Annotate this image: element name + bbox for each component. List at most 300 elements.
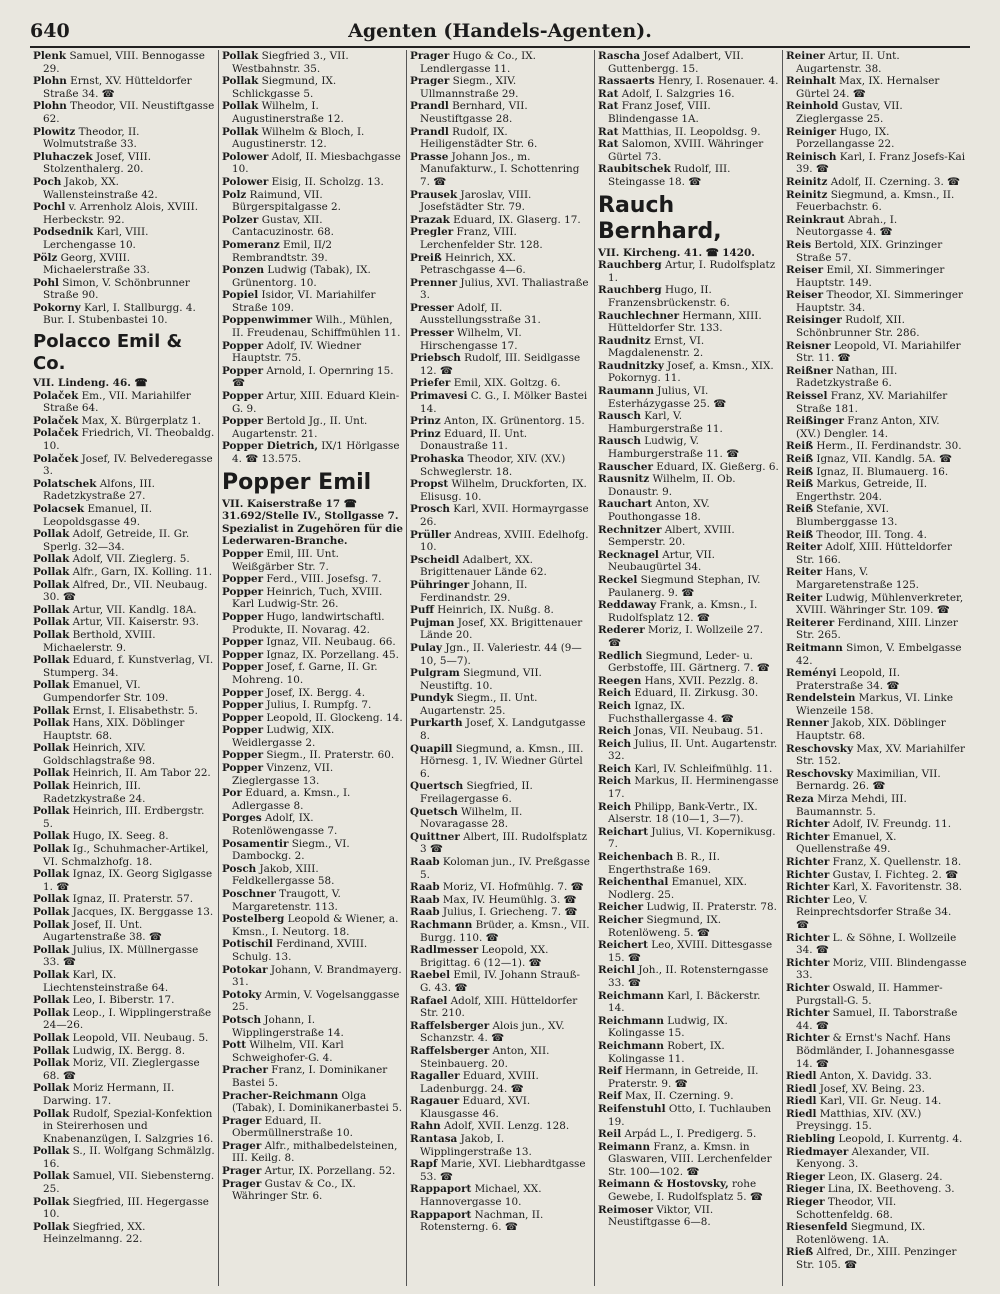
entry-details: IX/1 Hörlgasse 4. ☎ 13.575. [232, 440, 400, 465]
entry-details: Moriz, VI. Hofmühlg. 7. ☎ [439, 881, 584, 894]
entry-name: Polz [222, 188, 247, 201]
directory-entry [222, 636, 403, 649]
entry-details: Brüder, a. Kmsn., VII. Burgg. 110. ☎ [420, 918, 590, 944]
directory-entry [410, 478, 591, 503]
entry-details: Johann Jos., m. Manufakturw., I. Schottenring 7. ☎ [420, 150, 580, 188]
entry-details: Jakob, XIX. Döblinger Hauptstr. 68. [796, 717, 946, 743]
entry-name: Riedl [786, 1082, 817, 1095]
entry-name: Pollak [33, 1220, 70, 1233]
column-2 [218, 50, 406, 1286]
entry-name: Pollak [33, 1145, 70, 1158]
entry-name: Reich [598, 725, 632, 738]
entry-name: Pochl [33, 201, 66, 214]
entry-name: Raab [410, 856, 440, 868]
directory-entry [410, 1095, 591, 1120]
entry-details: Alfr., mithalbedelsteinen, III. Keilg. 8. [232, 1139, 398, 1165]
entry-name: Ragaller [410, 1070, 460, 1083]
directory-entry [598, 574, 779, 599]
directory-entry [598, 687, 779, 700]
entry-details: Raimund, VII. Bürgerspitalgasse 2. [232, 188, 341, 214]
directory-entry [786, 768, 967, 793]
directory-entry [33, 277, 215, 302]
entry-details: Friedrich, VI. Theobaldg. 10. [43, 427, 215, 453]
directory-entry [786, 415, 967, 440]
entry-name: Pollak [33, 868, 70, 881]
entry-details: Siegm., II. Praterstr. 60. [263, 749, 395, 762]
directory-entry [33, 503, 215, 528]
entry-details: Karl, VIII. Lerchengasse 10. [43, 226, 149, 251]
directory-entry [410, 642, 591, 667]
entry-details: Leop., I. Wipplingerstraße 24—26. [43, 1006, 212, 1032]
directory-entry [33, 453, 215, 478]
directory-entry [33, 1145, 215, 1170]
directory-entry [786, 566, 967, 591]
entry-details: Julius, IX. Müllnergasse 33. ☎ [43, 943, 199, 969]
entry-name: Raab [410, 881, 440, 894]
entry-name: Pölz [33, 251, 58, 264]
entry-name: Rat [598, 125, 619, 138]
entry-name: Reiß [786, 440, 814, 453]
entry-details: Wilhelm, VII. Karl Schweighofer-G. 4. [232, 1039, 344, 1064]
entry-details: Philipp, Bank-Vertr., IX. Alserstr. 18 (10—1, 3—7). [608, 800, 758, 826]
directory-entry [786, 1032, 967, 1070]
entry-name: Raffelsberger [410, 1044, 490, 1057]
entry-details: Siegmund Stephan, IV. Paulanerg. 9. ☎ [608, 573, 761, 599]
directory-entry [410, 667, 591, 692]
directory-entry [33, 1221, 215, 1246]
entry-details: Nachman, II. Rotensterng. 6. ☎ [420, 1208, 544, 1234]
entry-name: Popper [222, 390, 264, 403]
entry-name: Posamentir [222, 837, 289, 850]
entry-details: Anton, XV. Pouthongasse 18. [608, 498, 710, 523]
entry-details: Josef, X. Landgutgasse 8. [420, 717, 586, 743]
entry-name: Rendelstein [786, 692, 856, 705]
directory-entry [786, 894, 967, 932]
directory-entry [33, 100, 215, 125]
directory-entry [33, 805, 215, 830]
directory-entry [598, 599, 779, 624]
entry-details: Herm., II. Ferdinandstr. 30. [813, 440, 962, 453]
entry-name: Reisner [786, 339, 831, 352]
directory-entry [598, 138, 779, 163]
entry-name: Radlmesser [410, 944, 479, 957]
directory-entry [786, 176, 967, 189]
entry-name: Pomeranz [222, 238, 280, 251]
entry-details: Theodor, VII. Schottenfeldg. 68. [796, 1196, 897, 1221]
entry-name: Rausnitz [598, 473, 650, 486]
entry-details: Emil, IV. Johann Strauß-G. 43. ☎ [420, 969, 581, 994]
entry-name: Potoky [222, 988, 262, 1001]
entry-details: Abrah., I. Neutorgasse 4. ☎ [796, 213, 898, 239]
entry-details: Hermann, XIII. Hütteldorfer Str. 133. [608, 309, 762, 335]
directory-entry [410, 75, 591, 100]
entry-name: Priebsch [410, 352, 461, 365]
entry-details: Bernhard, VII. Neustiftgasse 28. [420, 100, 528, 125]
directory-entry [786, 126, 967, 151]
directory-entry [410, 226, 591, 251]
entry-name: Polaček [33, 389, 79, 402]
entry-details: Ludwig, IX. Kolingasse 15. [608, 1014, 728, 1040]
entry-details: Gustav, XII. Cantacuzinostr. 68. [232, 213, 334, 239]
directory-entry [222, 1140, 403, 1165]
entry-name: Reichmann [598, 989, 664, 1002]
entry-name: Reich [598, 775, 632, 788]
directory-entry [33, 742, 215, 767]
directory-entry [410, 919, 591, 944]
entry-details: Adolf, XIII. Hütteldorfer Str. 166. [796, 541, 952, 566]
entry-details: Julius, XVI. Thaliastraße 3. [420, 276, 589, 302]
entry-name: Reiser [786, 289, 824, 302]
directory-entry [598, 498, 779, 523]
directory-entry [598, 1141, 779, 1179]
directory-entry [33, 679, 215, 704]
entry-details: S., II. Wolfgang Schmälzlg. 16. [43, 1145, 215, 1170]
entry-details: Ludwig, IX. Bergg. 8. [69, 1044, 185, 1057]
directory-entry [33, 1057, 215, 1082]
entry-name: Pollak [33, 780, 70, 793]
entry-name: Plohn [33, 100, 67, 113]
entry-name: Potischil [222, 938, 273, 951]
entry-name: Prazak [410, 213, 450, 226]
entry-name: Pollak [222, 125, 259, 138]
entry-name: Reissel [786, 390, 828, 403]
directory-entry [598, 1103, 779, 1128]
directory-entry [598, 360, 779, 385]
entry-details: Theodor, III. Tong. 4. [813, 528, 927, 541]
entry-details: Josef, II. Unt. Augartenstraße 38. ☎ [43, 918, 162, 944]
entry-name: Postelberg [222, 913, 285, 926]
entry-details: Karl, XVII. Hormayrgasse 26. [420, 503, 589, 528]
directory-entry [786, 1133, 967, 1146]
directory-entry [222, 812, 403, 837]
entry-details: Leopold, II. Praterstraße 34. ☎ [796, 667, 900, 692]
entry-name: Pollak [33, 553, 70, 566]
directory-entry [786, 50, 967, 75]
directory-entry [598, 914, 779, 939]
entry-name: Pollak [33, 679, 70, 692]
directory-entry [410, 214, 591, 227]
entry-name: Reiter [786, 541, 823, 554]
directory-entry [786, 1246, 967, 1271]
directory-entry [786, 466, 967, 479]
entry-details: Heinrich, II. Am Tabor 22. [69, 767, 211, 780]
entry-details: C. G., I. Mölker Bastei 14. [420, 390, 588, 415]
directory-entry [410, 780, 591, 805]
entry-name: Rat [598, 100, 619, 113]
entry-name: Pohl [33, 276, 59, 289]
entry-details: Siegfried, II. Freilagergasse 6. [420, 780, 533, 806]
directory-entry [222, 586, 403, 611]
entry-details: Markus, Getreide, II. Engerthstr. 204. [796, 478, 928, 503]
entry-details: Moriz, VIII. Blindengasse 33. [796, 956, 967, 982]
entry-details: Michael, XX. Hannovergasse 10. [420, 1183, 542, 1209]
entry-details: Jakob, XIII. Feldkellergasse 58. [232, 862, 335, 888]
entry-name: Popper [222, 339, 264, 352]
entry-name: Reckel [598, 573, 638, 586]
entry-name: Pollak [33, 830, 70, 843]
entry-details: Alexander, VII. Kenyong. 3. [796, 1145, 930, 1171]
entry-details: Ludwig, V. Hamburgerstraße 11. ☎ [608, 435, 740, 461]
directory-entry [33, 893, 215, 906]
entry-name: Pollak [33, 943, 70, 956]
entry-details: Alois jun., XV. Schanzstr. 4. ☎ [420, 1019, 565, 1045]
entry-name: Raab [410, 893, 440, 906]
entry-details: Wilh., Mühlen, II. Freudenau, Schiffmühlen 11. [232, 314, 401, 340]
entry-details: Eduard, II. Unt. Donaustraße 11. [420, 427, 528, 453]
entry-details: Otto, I. Tuchlauben 19. [608, 1102, 772, 1128]
directory-entry [222, 289, 403, 314]
entry-name: Polaček [33, 427, 79, 440]
entry-details: Leopold, VI. Mariahilfer Str. 11. ☎ [796, 339, 961, 365]
entry-name: Pollak [33, 1107, 70, 1120]
entry-details: Ferdinand, XIII. Linzer Str. 265. [796, 616, 958, 642]
entry-details: Emil, II/2 Rembrandtstr. 39. [232, 238, 333, 264]
entry-details: Max, IV. Heumühlg. 3. ☎ [439, 893, 577, 906]
directory-entry [598, 939, 779, 964]
directory-entry [33, 1045, 215, 1058]
directory-entry [222, 724, 403, 749]
entry-details: Heinrich, IX. Nußg. 8. [433, 604, 554, 617]
entry-details: Alfr., Garn, IX. Kolling. 11. [69, 565, 213, 578]
entry-name: Rapf [410, 1158, 438, 1171]
entry-name: Reimann [598, 1140, 651, 1153]
entry-details: Gustav & Co., IX. Währinger Str. 6. [232, 1177, 356, 1203]
entry-name: Rafael [410, 994, 448, 1007]
directory-entry [33, 717, 215, 742]
entry-details: Siegfried, XX. Heinzelmanng. 22. [43, 1220, 146, 1246]
directory-entry [33, 994, 215, 1007]
entry-details: Emanuel, XIX. Nodlerg. 25. [608, 876, 747, 901]
entry-details: Adolf, XVII. Lenzg. 128. [440, 1120, 570, 1133]
entry-details: Ernst, I. Elisabethstr. 5. [69, 704, 198, 717]
entry-details: Joh., II. Rotensterngasse 33. ☎ [608, 964, 769, 989]
entry-name: Reinitz [786, 175, 828, 188]
directory-entry [222, 365, 403, 390]
directory-entry [786, 264, 967, 289]
entry-details: Karl, IV. Schleifmühlg. 11. [631, 762, 773, 775]
entry-details: Arpád L., I. Predigerg. 5. [621, 1128, 757, 1141]
directory-entry [410, 1070, 591, 1095]
featured-entry-name: Rauch Bernhard, [598, 192, 722, 244]
entry-name: Reményi [786, 667, 837, 680]
directory-entry [598, 50, 779, 75]
entry-details: Ignaz, VII. Neubaug. 66. [263, 636, 396, 649]
entry-details: Stefanie, XVI. Blumberggasse 13. [796, 503, 898, 528]
directory-entry [786, 390, 967, 415]
entry-name: Reißinger [786, 415, 844, 428]
entry-name: Pollak [33, 1170, 70, 1183]
entry-name: Pundyk [410, 692, 454, 705]
entry-name: Popper [222, 573, 264, 586]
entry-name: Recknagel [598, 548, 659, 561]
entry-details: Theodor, II. Wolmutstraße 33. [43, 125, 140, 151]
directory-entry [33, 780, 215, 805]
directory-entry [410, 881, 591, 894]
directory-entry [786, 1108, 967, 1133]
featured-entry-address: VII. Kircheng. 41. ☎ 1420. [598, 246, 755, 259]
entry-details: Karl, V. Hamburgerstraße 11. [608, 410, 723, 435]
directory-entry [598, 700, 779, 725]
entry-name: Ragauer [410, 1095, 460, 1108]
entry-details: Siegmund, IX. Schlickgasse 5. [232, 75, 337, 100]
entry-name: Richter [786, 830, 830, 843]
entry-details: Koloman jun., IV. Preßgasse 5. [420, 856, 590, 881]
entry-details: Moriz, VII. Zieglergasse 68. ☎ [43, 1057, 200, 1082]
entry-name: Rieß [786, 1246, 814, 1259]
directory-entry [786, 440, 967, 453]
directory-entry [786, 75, 967, 100]
directory-entry [410, 302, 591, 327]
entry-name: Plowitz [33, 125, 76, 138]
entry-details: Emil, XIX. Goltzg. 6. [450, 377, 561, 390]
directory-entry [33, 1108, 215, 1146]
entry-details: Franz Josef, VIII. Blindengasse 1A. [608, 100, 711, 125]
directory-entry [222, 712, 403, 725]
entry-details: Isidor, VI. Mariahilfer Straße 109. [232, 289, 376, 314]
entry-name: Reinhalt [786, 75, 836, 88]
entry-details: Moriz, I. Wollzeile 27. ☎ [608, 624, 764, 649]
entry-details: Nathan, III. Radetzkystraße 6. [796, 364, 898, 390]
entry-details: Adalbert, XX. Brigittenauer Lände 62. [420, 553, 547, 579]
directory-entry [410, 969, 591, 994]
entry-name: Reis [786, 238, 812, 251]
entry-details: Johann, I. Wipplingerstraße 14. [232, 1013, 344, 1039]
entry-name: Reichenbach [598, 851, 674, 864]
entry-details: Ferdinand, XVIII. Schulg. 13. [232, 938, 368, 963]
entry-name: Popper Dietrich, [222, 440, 318, 453]
entry-name: Pollak [33, 1006, 70, 1019]
entry-details: Hugo & Co., IX. Lendlergasse 11. [420, 50, 536, 75]
directory-entry [410, 529, 591, 554]
entry-details: Ig., Schuhmacher-Artikel, VI. Schmalzhofg. 18. [43, 843, 209, 868]
directory-entry [786, 592, 967, 617]
entry-name: Preiß [410, 251, 442, 264]
column-5 [782, 50, 970, 1286]
entry-name: Pollak [33, 994, 70, 1007]
directory-entry [410, 352, 591, 377]
entry-name: Reisinger [786, 314, 842, 327]
entry-details: Bertold Jg., II. Unt. Augartenstr. 21. [232, 415, 368, 440]
directory-entry [786, 1095, 967, 1108]
entry-details: Adolf, II. Czerning. 3. ☎ [827, 175, 961, 188]
entry-details: Rudolf, Spezial-Konfektion in Steirerhosen und Knabenanzügen, I. Salzgries 16. [43, 1107, 214, 1145]
entry-name: Poschner [222, 888, 276, 900]
directory-entry [598, 1040, 779, 1065]
entry-details: Arnold, I. Opernring 15. ☎ [232, 364, 394, 390]
entry-details: Anton, IX. Grünentorg. 15. [440, 415, 585, 428]
directory-entry [410, 617, 591, 642]
entry-name: Richter [786, 856, 830, 868]
entry-name: Pott [222, 1039, 247, 1052]
entry-details: Franz Anton, XIV. (XV.) Dengler. 14. [796, 415, 940, 440]
directory-columns [30, 50, 970, 1286]
entry-name: Redlich [598, 649, 643, 662]
entry-details: L. & Söhne, I. Wollzeile 34. ☎ [796, 931, 957, 957]
entry-details: Rudolf, III. Seidlgasse 12. ☎ [420, 352, 581, 377]
entry-details: Karl, I. Stallburgg. 4. Bur. I. Stubenbastei 10. [43, 301, 196, 327]
entry-name: Reiniger [786, 125, 837, 138]
directory-entry [33, 767, 215, 780]
directory-entry [598, 1204, 779, 1229]
entry-details: Wilhelm & Bloch, I. Augustinerstr. 12. [232, 125, 365, 151]
entry-details: Traugott, V. Margaretenstr. 113. [232, 888, 341, 913]
directory-entry [598, 775, 779, 800]
entry-name: Reinitz [786, 188, 828, 201]
entry-details: Anton, X. Davidg. 33. [816, 1070, 932, 1083]
entry-name: Polaček [33, 414, 79, 427]
entry-name: Reinisch [786, 150, 837, 163]
directory-entry [410, 189, 591, 214]
entry-name: Reschovsky [786, 742, 854, 755]
entry-details: Leopold, XX. Brigittag. 6 (12—1). ☎ [420, 944, 549, 969]
directory-entry [786, 1083, 967, 1096]
entry-name: Reiser [786, 264, 824, 277]
entry-details: Karl, IX. Liechtensteinstraße 64. [43, 968, 169, 994]
entry-name: Reif [598, 1065, 622, 1078]
directory-entry [786, 239, 967, 264]
entry-name: Pluhaczek [33, 150, 93, 163]
entry-name: Propst [410, 478, 449, 491]
directory-entry [598, 801, 779, 826]
directory-entry [222, 838, 403, 863]
directory-entry [410, 831, 591, 856]
entry-details: Simon, V. Embelgasse 42. [796, 641, 962, 667]
directory-entry [598, 851, 779, 876]
entry-name: Rausch [598, 410, 641, 423]
entry-details: Lina, IX. Beethoveng. 3. [824, 1183, 955, 1196]
entry-name: Reinhold [786, 100, 839, 113]
directory-entry [33, 868, 215, 893]
entry-details: Josef Adalbert, VII. Guttenbergg. 15. [608, 50, 744, 75]
entry-name: Pühringer [410, 578, 470, 591]
directory-entry [410, 126, 591, 151]
entry-name: Podsednik [33, 226, 94, 239]
directory-entry [410, 428, 591, 453]
entry-details: Jaroslav, VIII. Josefstädter Str. 79. [420, 188, 532, 214]
directory-entry [598, 990, 779, 1015]
entry-details: Hermann, in Getreide, II. Praterstr. 9. ☎ [608, 1065, 759, 1090]
directory-entry [222, 214, 403, 239]
directory-entry [410, 894, 591, 907]
directory-entry [786, 365, 967, 390]
directory-entry [33, 176, 215, 201]
directory-entry [786, 340, 967, 365]
directory-entry [598, 1178, 779, 1203]
entry-details: Frank, a. Kmsn., I. Rudolfsplatz 12. ☎ [608, 599, 758, 624]
entry-details: Adolf, Getreide, II. Gr. Sperlg. 32—34. [43, 528, 190, 553]
entry-name: Richter [786, 868, 830, 881]
entry-details: v. Arrenholz Alois, XVIII. Herbeckstr. 92. [43, 201, 199, 226]
directory-entry [222, 1039, 403, 1064]
directory-entry [222, 390, 403, 415]
entry-details: Heinrich, III. Radetzkystraße 24. [43, 780, 146, 805]
directory-entry [410, 1158, 591, 1183]
entry-name: Rappaport [410, 1183, 472, 1196]
entry-name: Polaček [33, 452, 79, 465]
entry-details: Hugo, IX. Porzellangasse 22. [796, 125, 895, 151]
directory-entry [786, 289, 967, 314]
entry-details: Jacques, IX. Berggasse 13. [69, 906, 214, 918]
directory-entry [222, 938, 403, 963]
directory-entry [786, 1221, 967, 1246]
entry-details: Karl, X. Favoritenstr. 38. [829, 881, 963, 894]
directory-entry [598, 876, 779, 901]
entry-name: Puff [410, 604, 434, 617]
directory-entry [33, 226, 215, 251]
directory-entry [786, 100, 967, 125]
entry-name: Riedl [786, 1095, 817, 1108]
entry-details: Wilhelm, VI. Hirschengasse 17. [420, 327, 522, 352]
